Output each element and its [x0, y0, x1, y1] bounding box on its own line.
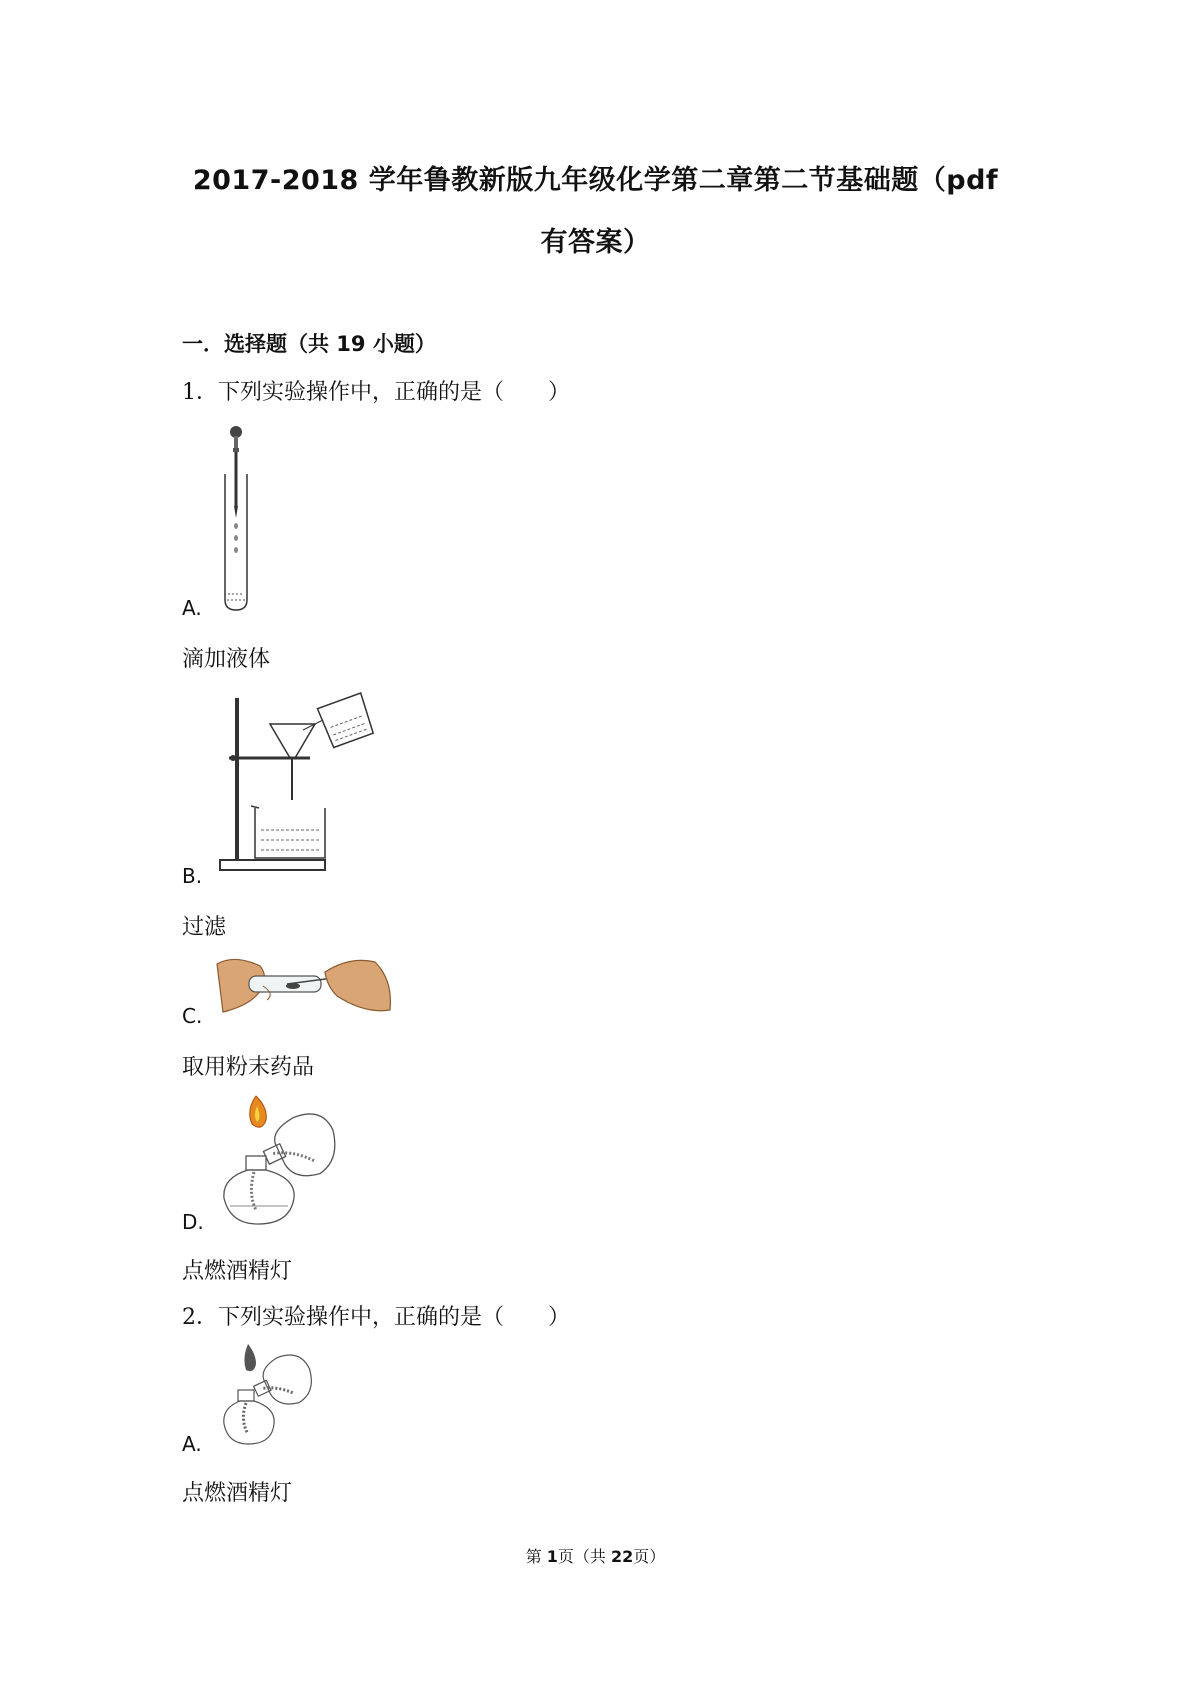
question-2-stem: 2．下列实验操作中，正确的是（ ） — [182, 1305, 570, 1330]
option-1b-label: B. — [182, 864, 203, 888]
option-1d-label: D. — [182, 1210, 204, 1234]
alcohol-lamp-tilted-icon — [220, 1340, 320, 1446]
document-title-line-1: 2017-2018 学年鲁教新版九年级化学第二章第二节基础题（pdf — [192, 165, 999, 196]
footer-prefix: 第 — [525, 1547, 547, 1566]
filtration-apparatus-icon — [215, 690, 385, 880]
hands-test-tube-powder-icon — [215, 952, 395, 1020]
option-1c-caption: 取用粉末药品 — [182, 1055, 315, 1080]
footer-total-pages: 22 — [611, 1547, 634, 1566]
option-1a-label: A. — [182, 596, 202, 620]
option-1d-caption: 点燃酒精灯 — [182, 1259, 293, 1284]
page-footer — [0, 1544, 1191, 1567]
option-1c-label: C. — [182, 1004, 203, 1028]
lighting-alcohol-lamp-icon — [218, 1094, 348, 1228]
option-1b-caption: 过滤 — [182, 915, 227, 940]
footer-mid: 页（共 — [557, 1547, 612, 1566]
section-heading: 一．选择题（共 19 小题） — [182, 332, 436, 356]
option-2a-label: A. — [182, 1432, 202, 1456]
document-title-line-2: 有答案） — [540, 227, 651, 258]
footer-suffix: 页） — [633, 1547, 666, 1566]
dropper-test-tube-icon — [215, 422, 255, 612]
footer-page-number: 1 — [546, 1547, 558, 1566]
option-2a-caption: 点燃酒精灯 — [182, 1481, 293, 1506]
option-1a-caption: 滴加液体 — [182, 647, 271, 672]
question-1-stem: 1．下列实验操作中，正确的是（ ） — [182, 380, 570, 405]
